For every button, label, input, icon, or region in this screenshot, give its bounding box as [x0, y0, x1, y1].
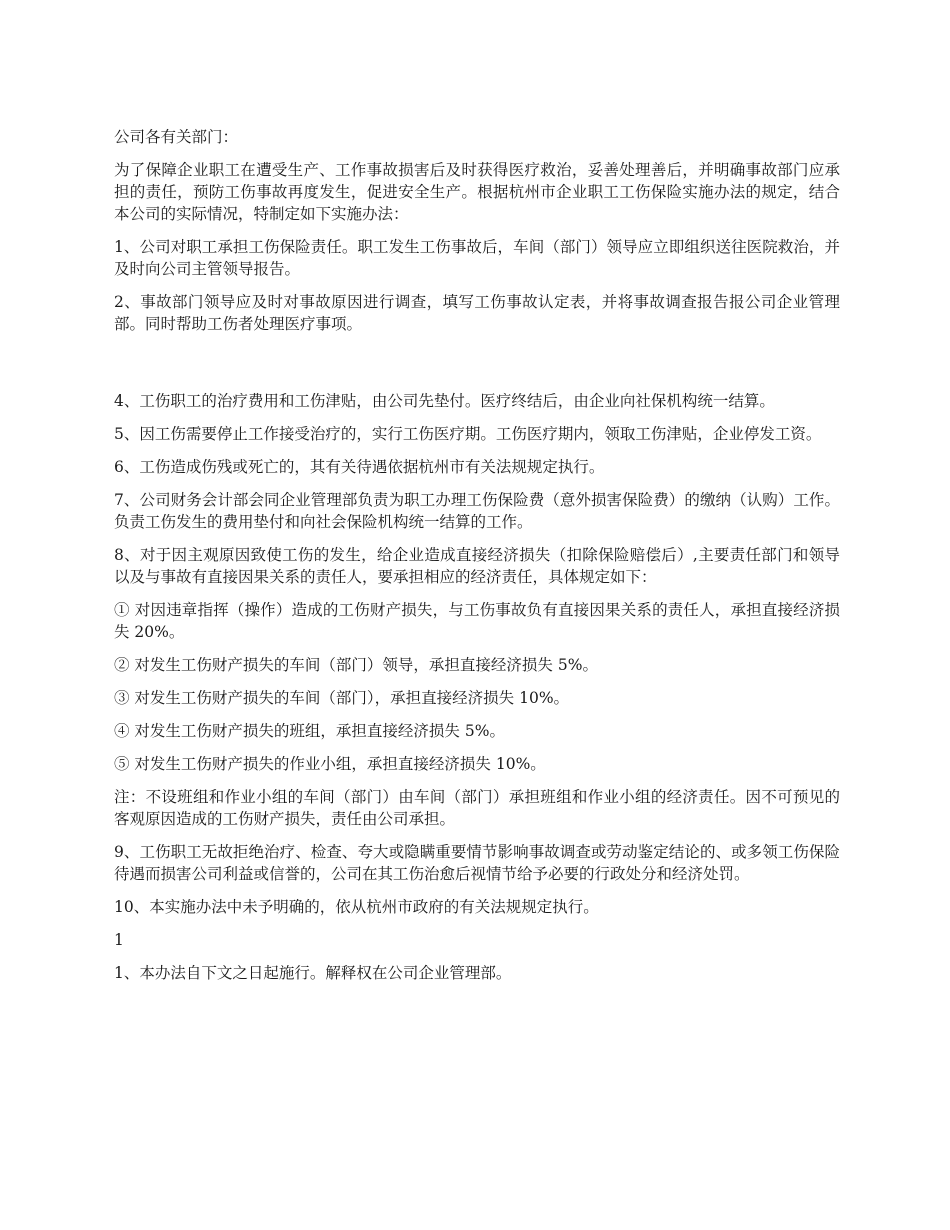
clause-2: 2、事故部门领导应及时对事故原因进行调查，填写工伤事故认定表，并将事故调查报告报公司企业管理部。同时帮助工伤者处理医疗事项。 — [114, 293, 840, 333]
clause-effective: 1、本办法自下文之日起施行。解释权在公司企业管理部。 — [114, 964, 512, 982]
salutation: 公司各有关部门： — [114, 128, 239, 146]
blank-gap — [114, 346, 840, 390]
stray-number: 1 — [114, 931, 124, 949]
clause-9: 9、工伤职工无故拒绝治疗、检查、夸大或隐瞒重要情节影响事故调查或劳动鉴定结论的、或多领工伤保险待遇而损害公司利益或信誉的，公司在其工伤治愈后视情节给予必要的行政处分和经济处罚。 — [114, 843, 840, 883]
clause-5: 5、因工伤需要停止工作接受治疗的，实行工伤医疗期。工伤医疗期内，领取工伤津贴，企业停发工资。 — [114, 425, 822, 443]
clause-6: 6、工伤造成伤残或死亡的，其有关待遇依据杭州市有关法规规定执行。 — [114, 458, 605, 476]
clause-8-item-4: ④ 对发生工伤财产损失的班组，承担直接经济损失 5%。 — [114, 722, 505, 740]
clause-10: 10、本实施办法中未予明确的，依从杭州市政府的有关法规规定执行。 — [114, 898, 599, 916]
intro-paragraph: 为了保障企业职工在遭受生产、工作事故损害后及时获得医疗救治，妥善处理善后，并明确事故部门应承担的责任，预防工伤事故再度发生，促进安全生产。根据杭州市企业职工工伤保险实施办法的规定，结合本公司的实际情况，特制定如下实施办法： — [114, 161, 840, 223]
document-body — [114, 126, 840, 995]
clause-8-note: 注：不设班组和作业小组的车间（部门）由车间（部门）承担班组和作业小组的经济责任。因不可预见的客观原因造成的工伤财产损失，责任由公司承担。 — [114, 788, 840, 828]
clause-8-item-1: ① 对因违章指挥（操作）造成的工伤财产损失，与工伤事故负有直接因果关系的责任人，承担直接经济损失 20%。 — [114, 601, 840, 641]
clause-1: 1、公司对职工承担工伤保险责任。职工发生工伤事故后，车间（部门）领导应立即组织送往医院救治，并及时向公司主管领导报告。 — [114, 238, 840, 278]
clause-7: 7、公司财务会计部会同企业管理部负责为职工办理工伤保险费（意外损害保险费）的缴纳（认购）工作。负责工伤发生的费用垫付和向社会保险机构统一结算的工作。 — [114, 491, 840, 531]
clause-4: 4、工伤职工的治疗费用和工伤津贴，由公司先垫付。医疗终结后，由企业向社保机构统一结算。 — [114, 392, 775, 410]
clause-8-item-3: ③ 对发生工伤财产损失的车间（部门），承担直接经济损失 10%。 — [114, 689, 570, 707]
clause-8: 8、对于因主观原因致使工伤的发生，给企业造成直接经济损失（扣除保险赔偿后）,主要责任部门和领导以及与事故有直接因果关系的责任人，要承担相应的经济责任，具体规定如下： — [114, 546, 840, 586]
clause-8-item-2: ② 对发生工伤财产损失的车间（部门）领导，承担直接经济损失 5%。 — [114, 656, 598, 674]
clause-8-item-5: ⑤ 对发生工伤财产损失的作业小组，承担直接经济损失 10%。 — [114, 755, 546, 773]
